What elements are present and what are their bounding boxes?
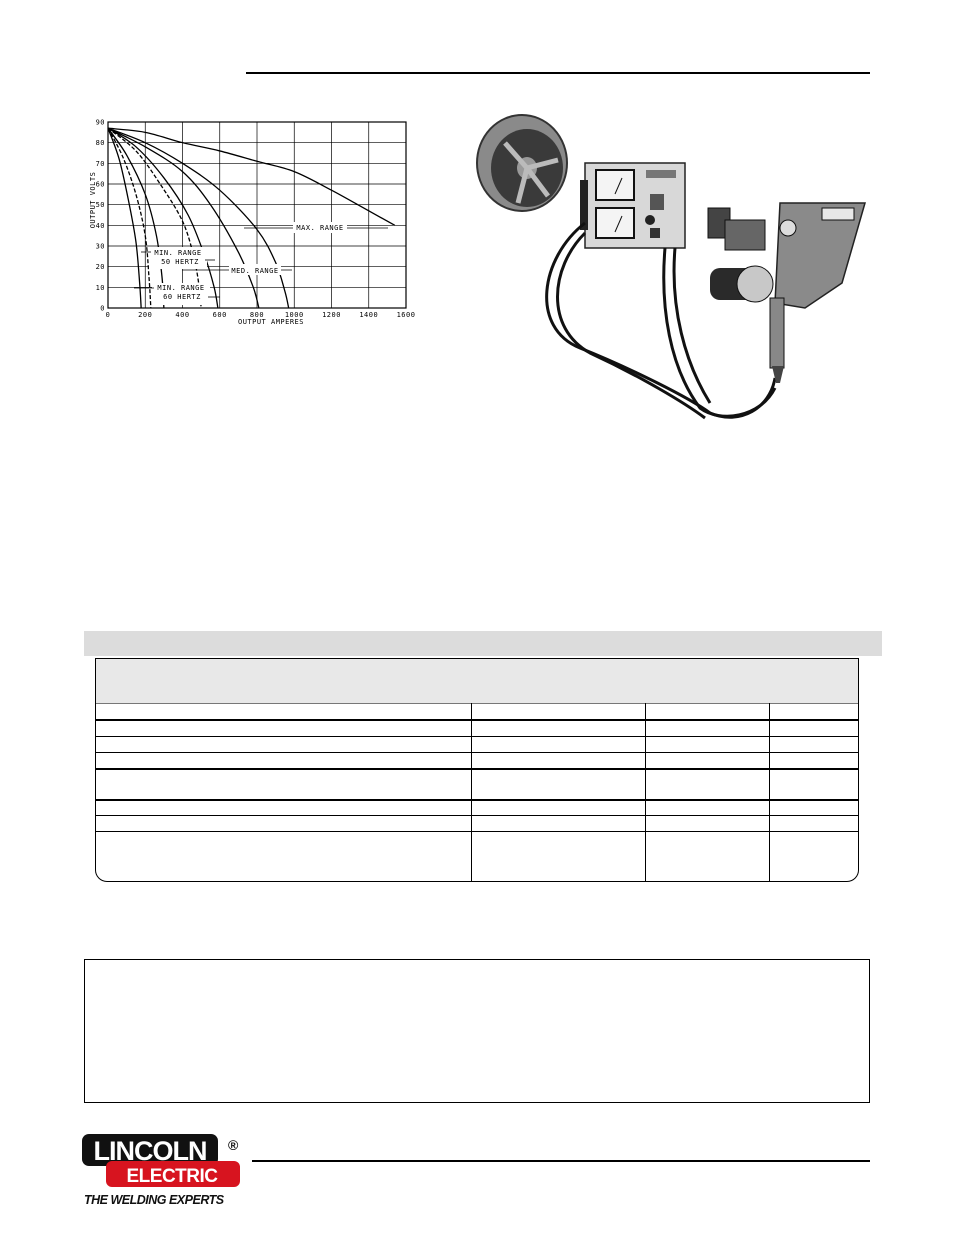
chart-tick-labels	[96, 119, 416, 320]
control-box-image	[580, 163, 685, 248]
volt-ampere-chart	[86, 110, 426, 340]
y-tick-label: 60	[95, 180, 105, 189]
y-tick-label: 20	[95, 263, 105, 272]
table-row-divider	[96, 736, 858, 737]
y-tick-label: 10	[95, 283, 105, 292]
x-tick-label: 400	[175, 311, 190, 319]
wire-reel-image	[477, 115, 567, 211]
welding-equipment-photo	[470, 108, 870, 426]
specifications-table	[95, 658, 859, 882]
table-header-band	[96, 659, 858, 704]
x-tick-label: 1200	[322, 311, 341, 319]
y-tick-label: 50	[95, 201, 105, 210]
table-row-divider	[96, 831, 858, 832]
table-row-divider	[96, 799, 858, 801]
logo-registered-mark: ®	[228, 1137, 239, 1153]
section-heading-bar	[84, 631, 882, 656]
logo-lincoln-text: LINCOLN	[93, 1136, 207, 1166]
annotation-min-range-60-line2: 60 HERTZ	[163, 293, 201, 301]
welding-head-image	[708, 203, 865, 383]
table-row-divider	[96, 752, 858, 753]
cable-image	[547, 223, 775, 418]
table-row-divider	[96, 815, 858, 816]
logo-tagline: THE WELDING EXPERTS	[84, 1193, 224, 1207]
x-tick-label: 1400	[359, 311, 379, 319]
x-tick-label: 800	[249, 311, 265, 319]
chart-grid	[108, 122, 406, 308]
y-tick-label: 80	[95, 139, 105, 148]
x-tick-label: 1000	[284, 311, 304, 319]
curve-series-7	[108, 128, 141, 308]
y-tick-label: 0	[100, 304, 105, 313]
curve-series-5	[108, 128, 164, 308]
y-axis-label: OUTPUT VOLTS	[89, 171, 97, 229]
x-tick-label: 1600	[396, 311, 416, 319]
x-tick-label: 200	[138, 311, 153, 319]
footer-rule	[252, 1160, 870, 1162]
y-tick-label: 40	[95, 221, 105, 230]
table-row-divider	[96, 768, 858, 770]
y-tick-label: 30	[95, 242, 105, 251]
table-column-divider	[471, 703, 472, 882]
table-column-divider	[769, 703, 770, 882]
y-tick-label: 70	[95, 159, 105, 168]
y-tick-label: 90	[95, 118, 105, 127]
note-box	[84, 959, 870, 1103]
table-column-divider	[645, 703, 646, 882]
x-tick-label: 0	[105, 311, 111, 319]
logo-electric-text: ELECTRIC	[126, 1166, 218, 1187]
chart-curves	[108, 128, 395, 308]
annotation-min-range-50-line1: MIN. RANGE	[154, 249, 202, 257]
annotation-min-range-50-line2: 50 HERTZ	[161, 258, 199, 266]
annotation-med-range: MED. RANGE	[231, 267, 279, 275]
table-row-divider	[96, 719, 858, 721]
x-axis-label: OUTPUT AMPERES	[237, 318, 305, 326]
annotation-min-range-60-line1: MIN. RANGE	[157, 284, 205, 292]
top-rule	[246, 72, 870, 74]
annotation-max-range: MAX. RANGE	[296, 224, 344, 232]
x-tick-label: 600	[212, 311, 227, 319]
lincoln-electric-logo	[80, 1132, 250, 1210]
